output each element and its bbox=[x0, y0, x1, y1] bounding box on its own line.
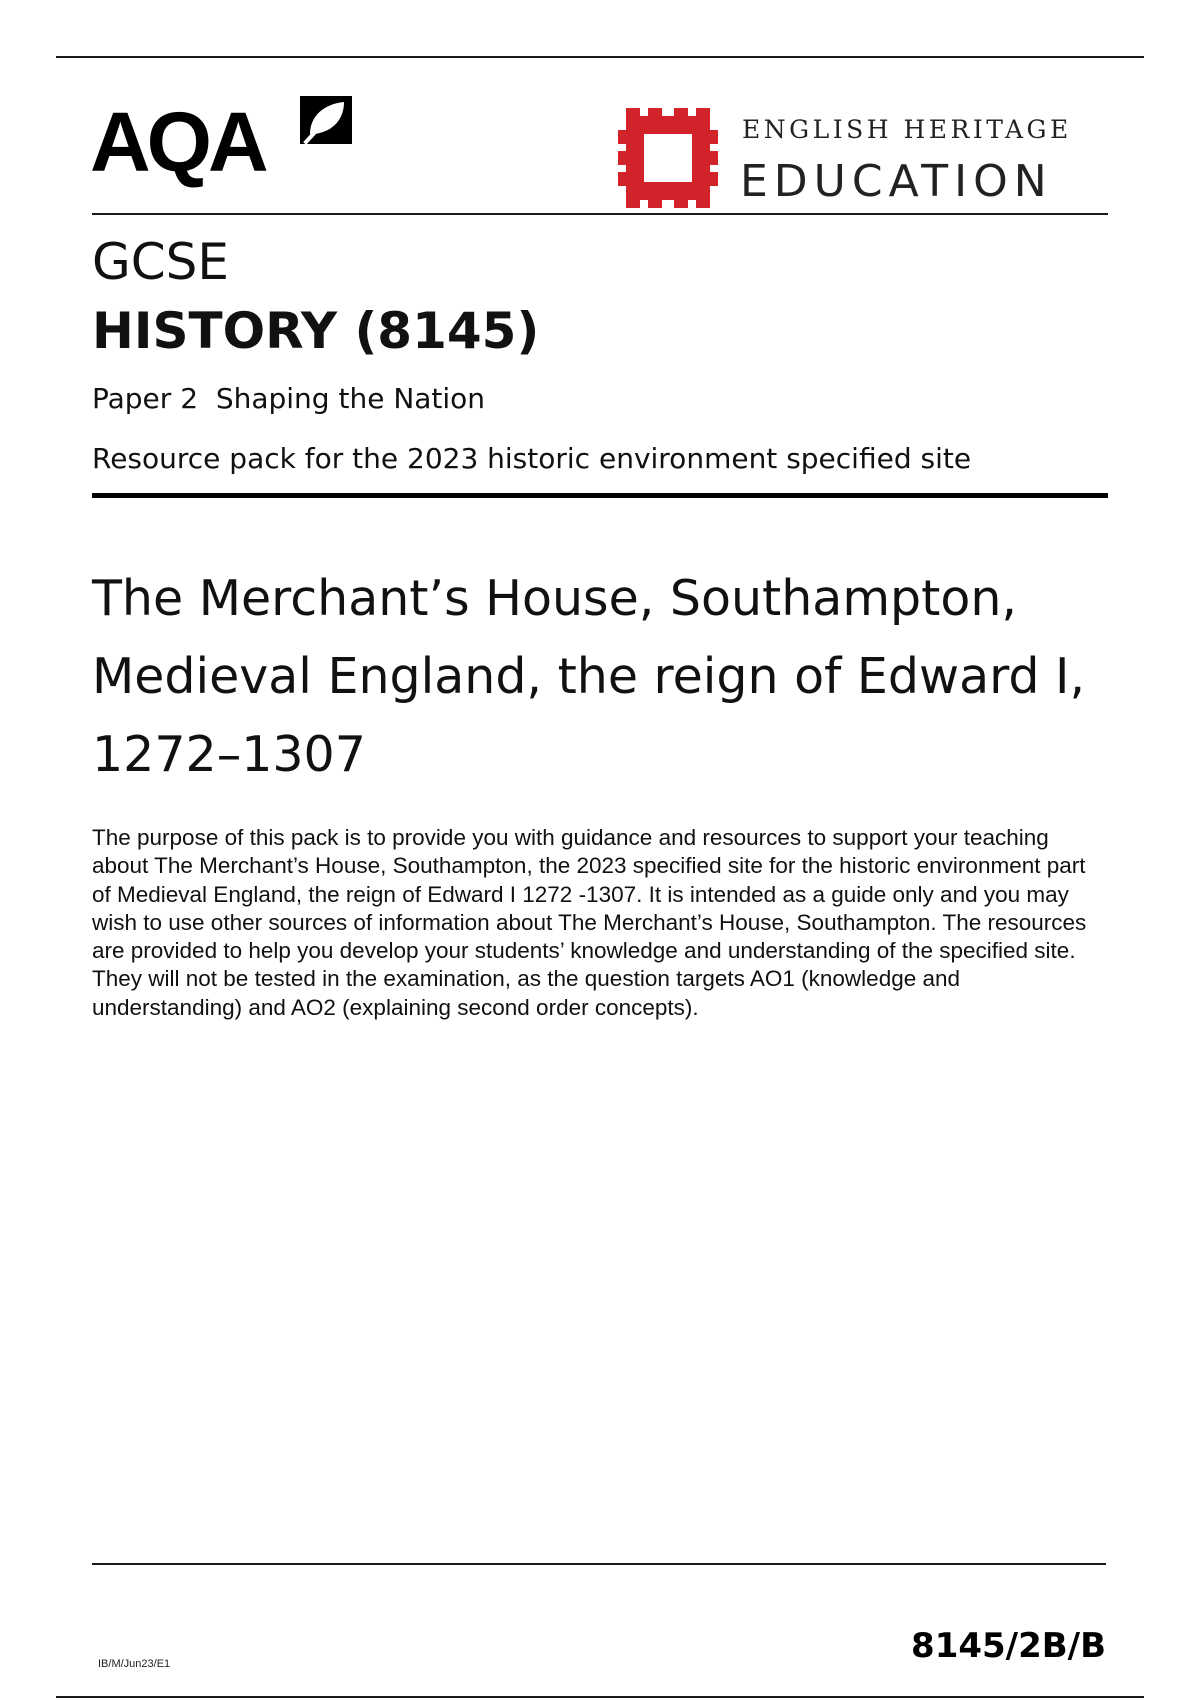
aqa-logo bbox=[90, 88, 360, 188]
subject-title: HISTORY (8145) bbox=[92, 302, 540, 360]
document-reference: IB/M/Jun23/E1 bbox=[98, 1658, 171, 1670]
page-title-line1: The Merchant’s House, Southampton, bbox=[92, 570, 1017, 627]
intro-paragraph: The purpose of this pack is to provide you with guidance and resources to support your teaching about The Merchant’s House, Southampton, the 2023 specified site for the historic environment part of Medieval England, the reign of Edward I 1272 -1307. It is intended as a guide only and you may wish to use other sources of information about The Merchant’s House, Southampton. The resources are provided to help you develop your students’ knowledge and understanding of the specified site. They will not be tested in the examination, as the question targets AO1 (knowledge and understanding) and AO2 (explaining second order concepts). bbox=[92, 825, 1087, 1020]
top-divider bbox=[56, 56, 1144, 58]
page-title-line2: Medieval England, the reign of Edward I, bbox=[92, 648, 1086, 705]
page-title bbox=[92, 560, 1102, 794]
eh-logo-line2: EDUCATION bbox=[740, 156, 1053, 207]
eh-logo-line1: ENGLISH HERITAGE bbox=[742, 115, 1072, 144]
bottom-divider bbox=[56, 1696, 1144, 1698]
footer-divider bbox=[92, 1563, 1106, 1565]
paper-code: 8145/2B/B bbox=[911, 1626, 1106, 1666]
leaf-icon bbox=[296, 90, 356, 150]
header-divider bbox=[92, 213, 1108, 215]
qualification-label: GCSE bbox=[92, 233, 229, 291]
castle-keep-icon bbox=[618, 108, 718, 208]
english-heritage-logo bbox=[618, 106, 1088, 210]
page-title-line3: 1272–1307 bbox=[92, 726, 366, 783]
section-divider bbox=[92, 493, 1108, 498]
paper-subtitle: Paper 2 Shaping the Nation bbox=[92, 382, 486, 415]
resource-subtitle: Resource pack for the 2023 historic environment specified site bbox=[92, 442, 972, 475]
aqa-wordmark: AQA bbox=[90, 95, 265, 189]
